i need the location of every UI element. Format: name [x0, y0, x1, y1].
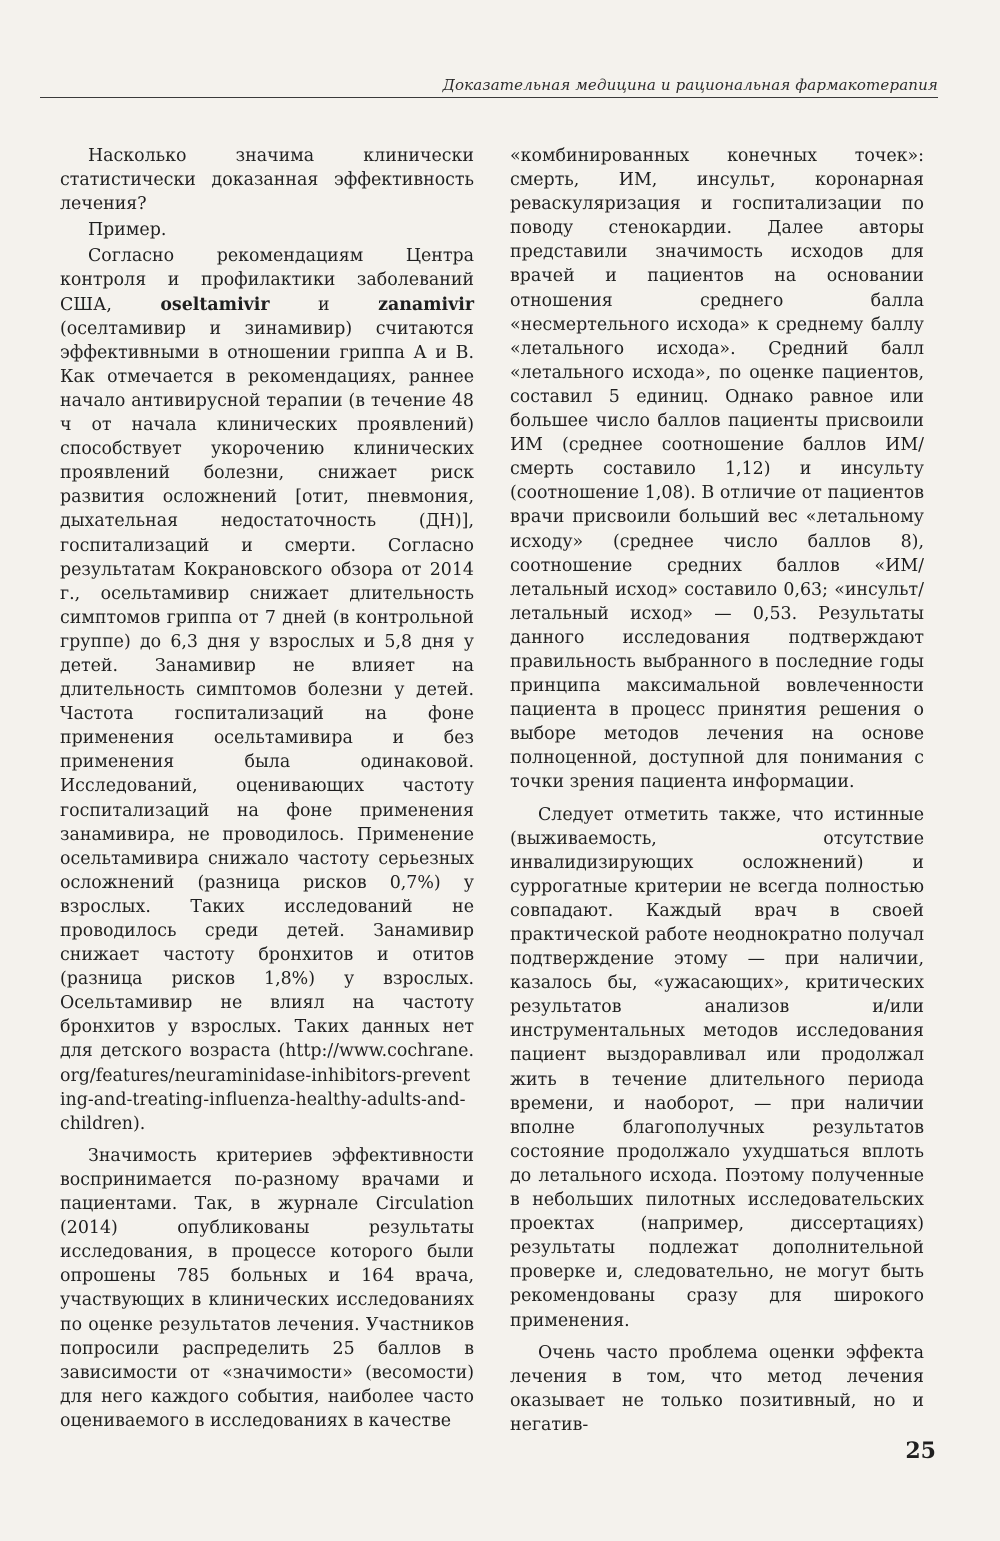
drug-name-oseltamivir: oseltamivir	[160, 294, 270, 315]
left-paragraph-1: Насколько значима клинически статистически доказанная эффективность лечения?	[60, 146, 474, 215]
page-number: 25	[905, 1438, 936, 1464]
running-head: Доказательная медицина и рациональная фармакотерапия	[442, 76, 938, 94]
cochrane-url: http://www.cochrane.org/features/neuraminidase-inhibitors-preventing-and-treating-influenza-healthy-adults-and-children	[60, 1041, 474, 1134]
left-paragraph-2: Пример.	[88, 220, 167, 241]
drug-name-zanamivir: zanamivir	[378, 294, 474, 315]
left-paragraph-3	[60, 244, 474, 1135]
left-paragraph-4: Значимость критериев эффективности воспринимается по-разному врачами и пациентами. Так, в журнале Circulation (2014) опубликованы результаты исследования, в процессе которого были опрошены 785 больных и 164 врача, участвующих в клинических исследованиях по оценке результатов лечения. Участников попросили распределить 25 баллов в зависимости от «значимости» (весомости) для него каждого события, наиболее часто оцениваемого в исследованиях в качестве	[60, 1145, 474, 1431]
right-paragraph-2: Следует отметить также, что истинные (выживаемость, отсутствие инвалидизирующих осложнений) и суррогатные критерии не всегда полностью совпадают. Каждый врач в своей практической работе неоднократно получал подтверждение этому — при наличии, казалось бы, «ужасающих», критических результатов анализов и/или инструментальных методов исследования пациент выздоравливал или продолжал жить в течение длительного периода времени, и наоборот, — при наличии вполне благополучных результатов состояние продолжало ухудшаться вплоть до летального исхода. Поэтому полученные в небольших пилотных исследовательских проектах (например, диссертациях) результаты подлежат дополнительной проверке и, следовательно, не могут быть рекомендованы сразу для широкого применения.	[510, 804, 924, 1331]
right-column	[510, 144, 924, 1437]
right-paragraph-1: «комбинированных конечных точек»: смерть, ИМ, инсульт, коронарная реваскуляризация и госпитализации по поводу стенокардии. Далее авторы представили значимость исходов для врачей и пациентов на основании отношения среднего балла «несмертельного исхода» к среднему баллу «летального исхода». Средний балл «летального исхода», по оценке пациентов, составил 5 единиц. Однако равное или большее число баллов пациенты присвоили ИМ (среднее соотношение баллов ИМ/смерть составило 1,12) и инсульту (соотношение 1,08). В отличие от пациентов врачи присвоили больший вес «летальному исходу» (среднее число баллов 8), соотношение средних баллов «ИМ/летальный исход» составило 0,63; «инсульт/летальный исход» — 0,53. Результаты данного исследования подтверждают правильность выбранного в последние годы принципа максимальной вовлеченности пациента в процесс принятия решения о выборе методов лечения на основе полноценной, доступной для понимания с точки зрения пациента информации.	[510, 146, 924, 793]
paragraph-text: (оселтамивир и зинамивир) считаются эффективными в отношении гриппа A и B. Как отмечается в рекомендациях, раннее начало антивирусной терапии (в течение 48 ч от начала клинических проявлений) способствует укорочению клинических проявлений болезни, снижает риск развития осложнений [отит, пневмония, дыхательная недостаточность (ДН)], госпитализаций и смерти. Согласно результатам Кокрановского обзора от 2014 г., осельтамивир снижает длительность симптомов гриппа от 7 дней (в контрольной группе) до 6,3 дня у взрослых и 5,8 дня у детей. Занамивир не влияет на длительность симптомов болезни у детей. Частота госпитализаций на фоне применения осельтамивира и без применения была одинаковой. Исследований, оценивающих частоту госпитализаций на фоне применения занамивира, не проводилось. Применение осельтамивира снижало частоту серьезных осложнений (разница рисков 0,7%) у взрослых. Таких исследований не проводилось среди детей. Занамивир снижает частоту бронхитов и отитов (разница рисков 1,8%) у взрослых. Осельтамивир не влиял на частоту бронхитов у взрослых. Таких данных нет для детского возраста (	[60, 318, 474, 1062]
left-column	[60, 144, 474, 1433]
paragraph-text: Согласно рекомендациям Центра контроля и профилактики заболеваний США,	[60, 246, 474, 315]
right-paragraph-3: Очень часто проблема оценки эффекта лечения в том, что метод лечения оказывает не только позитивный, но и негатив-	[510, 1342, 924, 1435]
paragraph-text: ).	[133, 1113, 146, 1134]
header-rule	[40, 97, 938, 98]
paragraph-text: и	[269, 294, 379, 315]
